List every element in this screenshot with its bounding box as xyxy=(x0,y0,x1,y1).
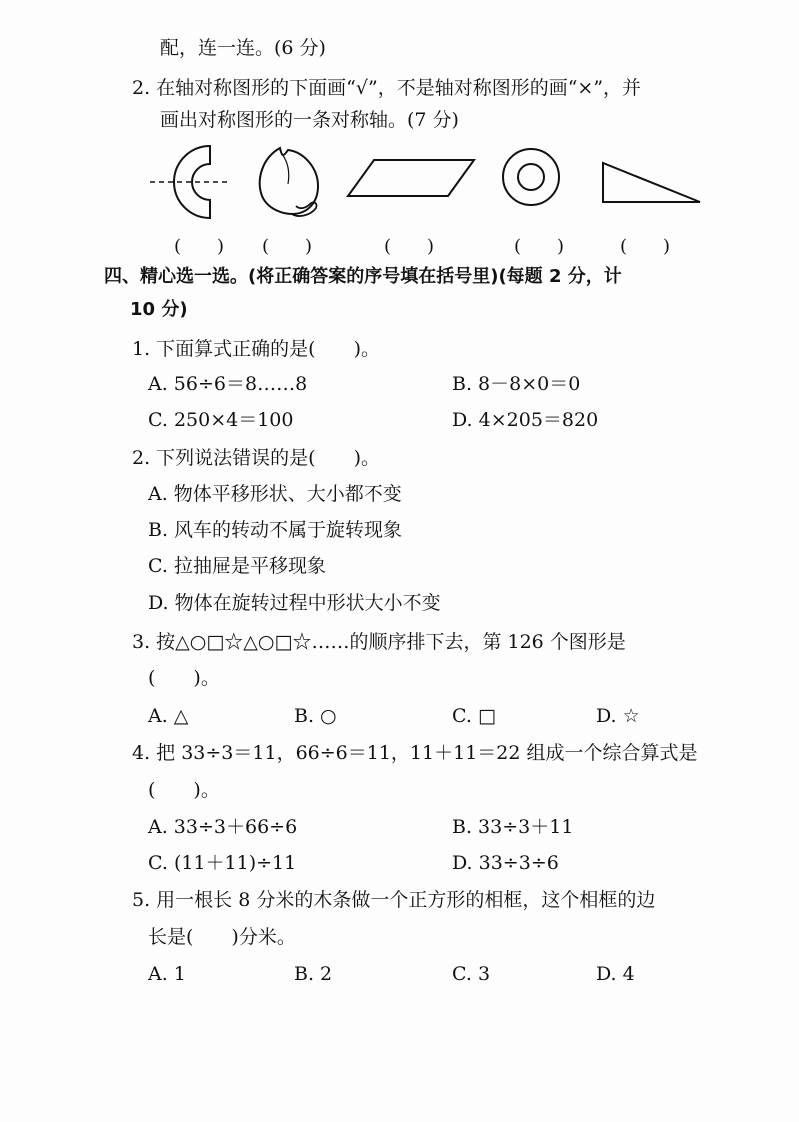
q5-stem-line1: 5. 用一根长 8 分米的木条做一个正方形的相框，这个相框的边 xyxy=(132,889,656,911)
q4-stem-line2: ( )。 xyxy=(148,779,220,801)
section-heading-line1: 四、精心选一选。(将正确答案的序号填在括号里)(每题 2 分，计 xyxy=(104,266,622,287)
peach-figure xyxy=(252,144,328,220)
q5-option-d[interactable]: D. 4 xyxy=(596,963,635,985)
q5-option-b[interactable]: B. 2 xyxy=(294,963,333,985)
section-heading-line2: 10 分) xyxy=(130,299,188,320)
q3-option-b[interactable]: B. ○ xyxy=(294,705,337,727)
parallelogram-figure xyxy=(346,158,478,200)
concentric-circles-figure xyxy=(500,146,562,208)
q2-option-d[interactable]: D. 物体在旋转过程中形状大小不变 xyxy=(148,592,441,614)
q3-stem-line2: ( )。 xyxy=(148,667,220,689)
q4-option-a[interactable]: A. 33÷3＋66÷6 xyxy=(148,816,298,838)
q2-option-c[interactable]: C. 拉抽屉是平移现象 xyxy=(148,555,326,577)
question-text-fragment: 配，连一连。(6 分) xyxy=(160,37,326,59)
q1-option-a[interactable]: A. 56÷6＝8……8 xyxy=(148,373,308,395)
answer-blank-2[interactable]: ( ) xyxy=(262,236,313,257)
answer-blank-5[interactable]: ( ) xyxy=(620,236,671,257)
q1-option-d[interactable]: D. 4×205＝820 xyxy=(452,409,599,431)
q3-option-a[interactable]: A. △ xyxy=(148,705,189,727)
q1-option-b[interactable]: B. 8－8×0＝0 xyxy=(452,373,581,395)
answer-blank-1[interactable]: ( ) xyxy=(174,236,225,257)
q3-option-d[interactable]: D. ☆ xyxy=(596,705,640,727)
q3-option-c[interactable]: C. □ xyxy=(452,705,496,727)
q1-option-c[interactable]: C. 250×4＝100 xyxy=(148,409,294,431)
q4-option-c[interactable]: C. (11＋11)÷11 xyxy=(148,852,297,874)
q2-stem: 2. 下列说法错误的是( )。 xyxy=(132,447,380,469)
q5-option-a[interactable]: A. 1 xyxy=(148,963,186,985)
q4-option-b[interactable]: B. 33÷3＋11 xyxy=(452,816,574,838)
q1-stem: 1. 下面算式正确的是( )。 xyxy=(132,338,380,360)
answer-blank-4[interactable]: ( ) xyxy=(514,236,565,257)
q5-option-c[interactable]: C. 3 xyxy=(452,963,491,985)
q3-stem-line1: 3. 按△○□☆△○□☆……的顺序排下去，第 126 个图形是 xyxy=(132,631,626,653)
right-triangle-figure xyxy=(600,160,704,206)
q4-stem-line1: 4. 把 33÷3＝11，66÷6＝11，11＋11＝22 组成一个综合算式是 xyxy=(132,742,698,764)
semicircle-ring-figure xyxy=(148,140,230,224)
question-stem-line2: 画出对称图形的一条对称轴。(7 分) xyxy=(160,109,459,131)
q2-option-b[interactable]: B. 风车的转动不属于旋转现象 xyxy=(148,519,403,541)
q4-option-d[interactable]: D. 33÷3÷6 xyxy=(452,852,559,874)
question-stem-line1: 2. 在轴对称图形的下面画“√”，不是轴对称图形的画“×”，并 xyxy=(132,77,642,99)
q2-option-a[interactable]: A. 物体平移形状、大小都不变 xyxy=(148,483,402,505)
answer-blank-3[interactable]: ( ) xyxy=(384,236,435,257)
q5-stem-line2: 长是( )分米。 xyxy=(148,926,296,948)
